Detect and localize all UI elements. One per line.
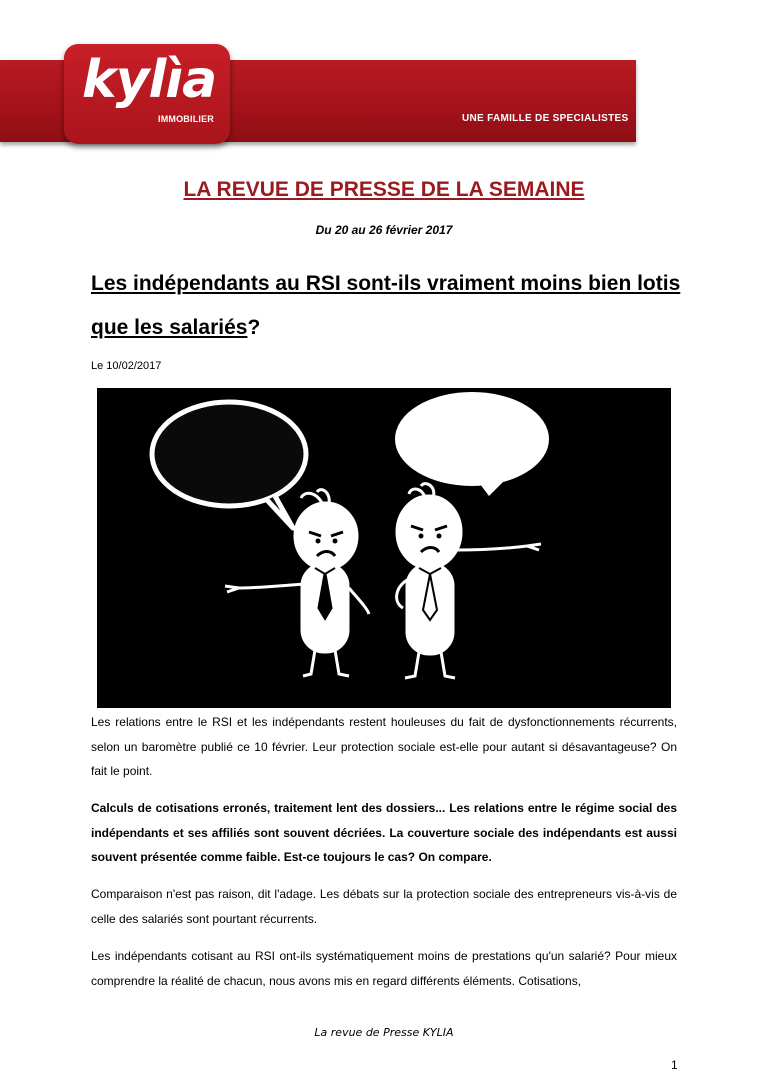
kylia-logo	[64, 44, 230, 144]
paragraph-intro: Les relations entre le RSI et les indépendants restent houleuses du fait de dysfonctionnements récurrents, selon un baromètre publié ce 10 février. Leur protection sociale est-elle pour autant si désavantageuse? On fait le point.	[91, 715, 677, 778]
banner-tagline: UNE FAMILLE DE SPECIALISTES	[462, 113, 629, 124]
press-review-headline: LA REVUE DE PRESSE DE LA SEMAINE	[183, 178, 585, 201]
publication-date: Le 10/02/2017	[91, 360, 162, 372]
paragraph-lead: Calculs de cotisations erronés, traitement lent des dossiers... Les relations entre le régime social des indépendants et ses affiliés sont souvent décriées. La couverture sociale des indépendants est aussi souvent présentée comme faible. Est-ce toujours le cas? On compare.	[91, 801, 677, 864]
article-title	[91, 262, 691, 350]
speech-bubble-right	[397, 394, 547, 496]
logo-subtitle: IMMOBILIER	[158, 114, 214, 124]
article-title-question-mark: ?	[247, 316, 261, 339]
argument-drawing	[97, 388, 671, 708]
paragraph-cotisations: Les indépendants cotisant au RSI ont-ils systématiquement moins de prestations qu'un salarié? Pour mieux comprendre la réalité de chacun, nous avons mis en regard différents éléments. Cotisations,	[91, 949, 677, 988]
footer-label: La revue de Presse KYLIA	[314, 1026, 454, 1039]
page-number: 1	[671, 1058, 678, 1072]
header-banner	[0, 0, 768, 160]
article-title-text: Les indépendants au RSI sont-ils vraiment moins bien lotis que les salariés	[91, 272, 681, 339]
logo-name: kylìa	[82, 50, 217, 110]
illustration-two-men-arguing	[97, 388, 671, 708]
left-man	[225, 490, 369, 676]
right-man	[397, 484, 541, 678]
date-range: Du 20 au 26 février 2017	[315, 223, 453, 237]
speech-bubble-left	[152, 402, 306, 528]
paragraph-comparison: Comparaison n'est pas raison, dit l'adage. Les débats sur la protection sociale des entrepreneurs vis-à-vis de celle des salariés sont pourtant récurrents.	[91, 887, 677, 926]
